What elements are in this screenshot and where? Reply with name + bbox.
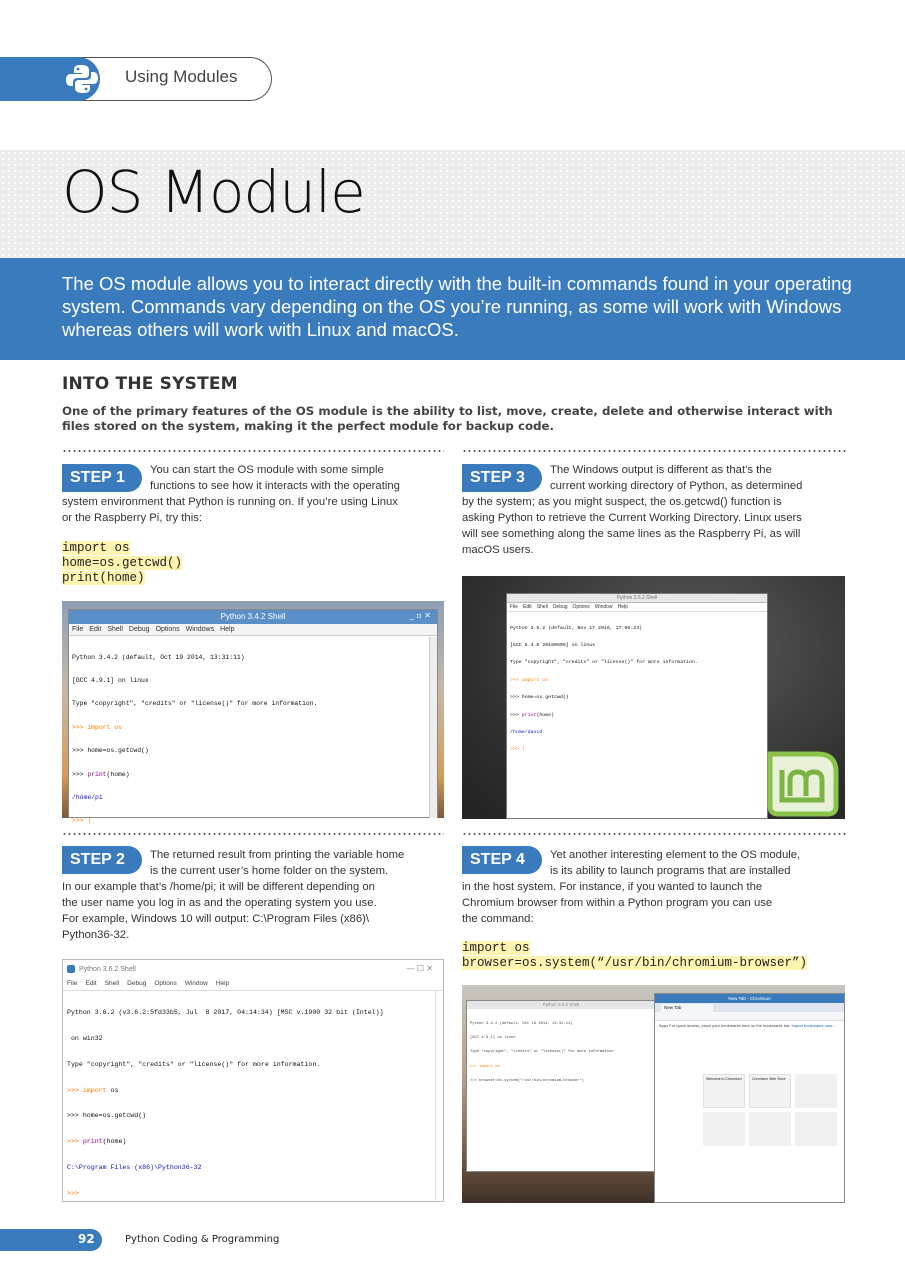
- shell-output[interactable]: Python 3.4.2 (default, Oct 19 2014, 13:31:11) [GCC 4.9.1] on linux Type "copyright", "credits" or "license()" for more information. >>> import os >>> home=os.getcwd() >>> print(home) /home/pi >>> |: [69, 636, 437, 843]
- step-4-text: Yet another interesting element to the OS module,: [550, 849, 801, 861]
- step-2-text: the user name you log in as and the operating system you use.: [62, 897, 377, 909]
- step-3-text: asking Python to retrieve the Current Working Directory. Linux users: [462, 512, 802, 524]
- shell-line: [GCC 5.4.0 20160609] on linux: [510, 642, 596, 648]
- lead-paragraph: One of the primary features of the OS module is the ability to list, move, create, delete and otherwise interact with files stored on the system, making it the perfect module for backup code.: [62, 404, 833, 433]
- shell-prompt: >>> |: [510, 747, 525, 753]
- shell-line: Type "copyright", "credits" or "license()" for more information.: [67, 1060, 321, 1068]
- shell-prompt: >>>: [67, 1189, 79, 1197]
- code-line: import os: [462, 941, 530, 955]
- section-heading: INTO THE SYSTEM: [62, 374, 238, 394]
- python-logo-icon: [62, 63, 102, 95]
- menu-options[interactable]: Options: [154, 980, 177, 987]
- step-1-text: functions to see how it interacts with the operating: [150, 480, 400, 492]
- shell-line: Python 3.6.2 (v3.6.2:5fd33b5, Jul 8 2017, 04:14:34) [MSC v.1900 32 bit (Intel)]: [67, 1009, 384, 1017]
- code-line: browser=os.system(“/usr/bin/chromium-browser”): [462, 956, 808, 970]
- step-4-screenshot: [462, 985, 845, 1203]
- scrollbar[interactable]: [435, 990, 443, 1202]
- menu-windows[interactable]: Windows: [185, 626, 215, 633]
- step-1-badge: STEP 1: [62, 464, 142, 492]
- shell-output[interactable]: Python 3.5.2 (default, Nov 17 2016, 17:05:23) [GCC 5.4.0 20160609] on linux Type "copyright", "credits" or "license()" for more information. >>> import os >>> home=os.getcwd() >>> print(home) /home/david >>> |: [507, 612, 767, 767]
- step-2-text: For example, Windows 10 will output: C:\Program Files (x86)\: [62, 913, 370, 925]
- step-2-badge: STEP 2: [62, 846, 142, 874]
- menu-options[interactable]: Options: [572, 604, 590, 610]
- shell-line: [GCC 4.9.1] on linux: [72, 676, 149, 684]
- window-controls[interactable]: — ☐ ✕: [406, 964, 433, 973]
- shell-line: >>> home=os.getcwd(): [510, 695, 569, 701]
- step-4-badge: STEP 4: [462, 846, 542, 874]
- window-title: Python 3.6.2 Shell: [79, 965, 136, 973]
- page-number: 92: [78, 1232, 95, 1246]
- section-title: Using Modules: [125, 67, 238, 86]
- step-2-text: In our example that’s /home/pi; it will be different depending on: [62, 881, 375, 893]
- address-bar[interactable]: [655, 1012, 844, 1021]
- tile-web-store[interactable]: Chromium Web Store: [749, 1074, 791, 1108]
- step-1-text: or the Raspberry Pi, try this:: [62, 512, 203, 524]
- menu-shell[interactable]: Shell: [107, 626, 123, 633]
- step-4-text: in the host system. For instance, if you wanted to launch the: [462, 881, 763, 893]
- browser-title: New Tab - Chromium: [655, 994, 844, 1003]
- tile-empty[interactable]: [703, 1112, 745, 1146]
- apps-link[interactable]: Apps: [659, 1023, 669, 1028]
- step-4-text: the command:: [462, 913, 534, 925]
- shell-line: Python 3.4.2 (default, Oct 19 2014, 13:31:11): [72, 653, 245, 661]
- menu-file[interactable]: File: [510, 604, 519, 610]
- step-4-text: Chromium browser from within a Python program you can use: [462, 897, 773, 909]
- window-title: Python 3.5.2 Shell: [507, 594, 767, 603]
- step-4-text: is its ability to launch programs that are installed: [550, 865, 791, 877]
- shell-output[interactable]: Python 3.4.2 (default, Oct 19 2014, 13:31:11) [GCC 4.9.1] on linux Type "copyright", "credits" or "license()" for more information. >>> import os >>> browser=os.system("/usr/bin/chromium-browser"): [470, 1021, 616, 1084]
- menu-edit[interactable]: Edit: [523, 604, 532, 610]
- tab-new-tab[interactable]: New Tab: [661, 1004, 713, 1012]
- menu-file[interactable]: File: [72, 626, 84, 633]
- step-2-screenshot: [62, 959, 444, 1202]
- code-line: home=os.getcwd(): [62, 556, 183, 570]
- step-1-text: system environment that Python is running on. If you’re using Linux: [62, 496, 398, 508]
- tile-welcome[interactable]: Welcome to Chromium: [703, 1074, 745, 1108]
- step-3-text: current working directory of Python, as determined: [550, 480, 803, 492]
- step-3-text: by the system; as you might suspect, the os.getcwd() function is: [462, 496, 782, 508]
- step-2-text: Python36-32.: [62, 929, 130, 941]
- menu-help[interactable]: Help: [215, 980, 230, 987]
- step-1-screenshot: [62, 601, 444, 825]
- menu-bar: [63, 978, 443, 990]
- shell-line: on win32: [67, 1034, 103, 1042]
- menu-debug[interactable]: Debug: [127, 980, 147, 987]
- code-line: import os: [62, 541, 130, 555]
- shell-line: >>> home=os.getcwd(): [67, 1112, 147, 1120]
- divider: [462, 833, 846, 835]
- menu-edit[interactable]: Edit: [89, 626, 102, 633]
- shell-output[interactable]: Python 3.6.2 (v3.6.2:5fd33b5, Jul 8 2017, 04:14:34) [MSC v.1900 32 bit (Intel)] on win32 Type "copyright", "credits" or "license()" for more information. >>> import os >>> home=os.getcwd() >>> print(home) C:\Program Files (x86)\Python36-32 >>>: [63, 990, 443, 1216]
- menu-window[interactable]: Window: [594, 604, 613, 610]
- divider: [62, 833, 444, 835]
- linux-mint-logo-icon: [762, 744, 845, 819]
- shell-prompt: >>> |: [72, 817, 92, 825]
- menu-shell[interactable]: Shell: [104, 980, 120, 987]
- intro-text: The OS module allows you to interact directly with the built-in commands found in your operating system. Commands vary depending on the OS you’re running, as some will work with Windows whereas others will work with Linux and macOS.: [62, 273, 852, 340]
- shell-result: /home/pi: [72, 793, 103, 801]
- step-3-screenshot: [462, 576, 845, 819]
- menu-help[interactable]: Help: [220, 626, 235, 633]
- step-2-text: The returned result from printing the variable home: [150, 849, 405, 861]
- browser-window: [654, 993, 845, 1203]
- menu-bar: [507, 603, 767, 612]
- divider: [62, 450, 444, 452]
- menu-debug[interactable]: Debug: [128, 626, 150, 633]
- step-4-code: [462, 941, 807, 971]
- menu-window[interactable]: Window: [184, 980, 208, 987]
- import-bookmarks-link[interactable]: Import bookmarks now...: [791, 1023, 836, 1028]
- shell-line: Python 3.5.2 (default, Nov 17 2016, 17:05:23): [510, 625, 643, 631]
- menu-shell[interactable]: Shell: [536, 604, 548, 610]
- menu-options[interactable]: Options: [155, 626, 180, 633]
- step-3-text: macOS users.: [462, 544, 534, 556]
- shell-line: Type "copyright", "credits" or "license()" for more information.: [72, 700, 318, 708]
- menu-file[interactable]: File: [67, 980, 78, 987]
- python-icon: [67, 965, 75, 973]
- window-titlebar: [63, 960, 443, 978]
- window-controls[interactable]: _ ▫ ✕: [409, 611, 431, 620]
- step-1-code: [62, 541, 182, 586]
- tab-strip: [655, 1003, 844, 1012]
- tile-empty[interactable]: [795, 1074, 837, 1108]
- bookmarks-note: For quick access, place your bookmarks here on the bookmarks bar.: [669, 1023, 791, 1028]
- idle-window: [68, 609, 438, 825]
- code-line: print(home): [62, 571, 145, 585]
- bookmarks-bar: [655, 1021, 844, 1030]
- page-title: OS Module: [62, 158, 365, 226]
- window-title: Python 3.4.2 Shell: [467, 1001, 655, 1009]
- menu-bar: [69, 624, 437, 636]
- step-3-text: will see something along the same lines as the Raspberry Pi, as will: [462, 528, 801, 540]
- step-3-badge: STEP 3: [462, 464, 542, 492]
- tile-empty[interactable]: [749, 1112, 791, 1146]
- scrollbar[interactable]: [429, 637, 437, 818]
- step-2-text: is the current user’s home folder on the system.: [150, 865, 389, 877]
- shell-line: Type "copyright", "credits" or "license()" for more information.: [510, 660, 698, 666]
- idle-window: [466, 1000, 656, 1172]
- step-1-text: You can start the OS module with some simple: [150, 464, 384, 476]
- shell-line: >>> home=os.getcwd(): [72, 747, 149, 755]
- footer-title: Python Coding & Programming: [125, 1234, 280, 1245]
- tile-empty[interactable]: [795, 1112, 837, 1146]
- shell-result: /home/david: [510, 729, 543, 735]
- shell-result: C:\Program Files (x86)\Python36-32: [67, 1163, 202, 1171]
- idle-window: [506, 593, 768, 819]
- divider: [462, 450, 846, 452]
- menu-debug[interactable]: Debug: [552, 604, 568, 610]
- menu-help[interactable]: Help: [617, 604, 628, 610]
- step-3-text: The Windows output is different as that’s the: [550, 464, 772, 476]
- window-title: Python 3.4.2 Shell: [69, 610, 437, 624]
- menu-edit[interactable]: Edit: [85, 980, 97, 987]
